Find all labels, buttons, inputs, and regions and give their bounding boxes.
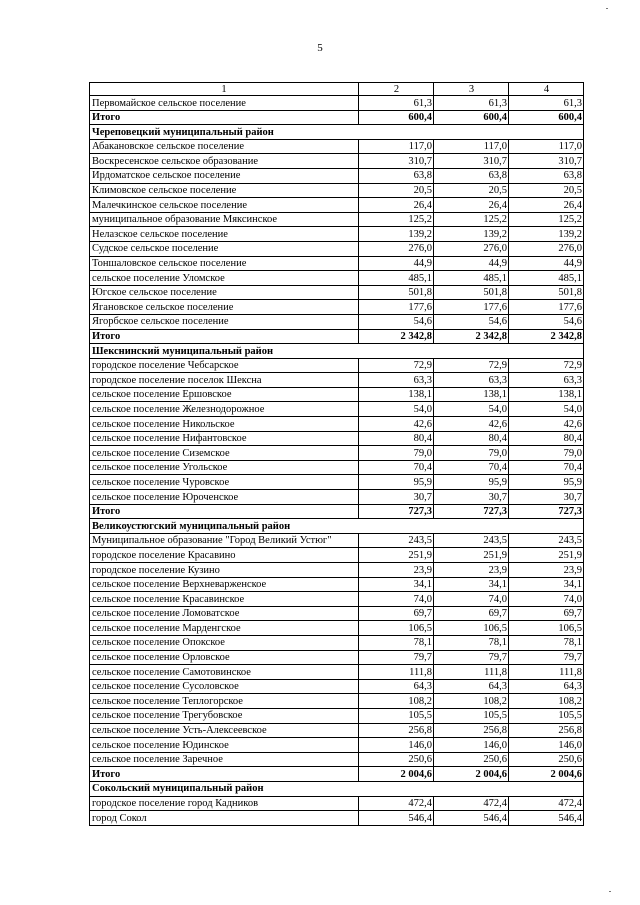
district-section-row xyxy=(90,519,584,534)
amount-col-3: 108,2 xyxy=(434,694,509,709)
amount-col-2: 42,6 xyxy=(359,417,434,432)
amount-col-4: 80,4 xyxy=(509,431,584,446)
amount-col-4: 72,9 xyxy=(509,358,584,373)
settlement-name: Малечкинское сельское поселение xyxy=(90,198,359,213)
total-label: Итого xyxy=(90,504,359,519)
settlement-name: муниципальное образование Мяксинское xyxy=(90,212,359,227)
settlement-name: Тоншаловское сельское поселение xyxy=(90,256,359,271)
amount-col-4: 138,1 xyxy=(509,387,584,402)
amount-col-4: 250,6 xyxy=(509,752,584,767)
settlement-name: городское поселение Красавино xyxy=(90,548,359,563)
table-row xyxy=(90,694,584,709)
amount-col-2: 600,4 xyxy=(359,110,434,125)
amount-col-3: 146,0 xyxy=(434,738,509,753)
settlement-name: город Сокол xyxy=(90,811,359,826)
amount-col-3: 139,2 xyxy=(434,227,509,242)
amount-col-3: 80,4 xyxy=(434,431,509,446)
page-number: 5 xyxy=(317,42,323,54)
amount-col-2: 108,2 xyxy=(359,694,434,709)
amount-col-3: 79,0 xyxy=(434,446,509,461)
settlement-name: Ягановское сельское поселение xyxy=(90,300,359,315)
amount-col-4: 78,1 xyxy=(509,635,584,650)
amount-col-4: 44,9 xyxy=(509,256,584,271)
amount-col-3: 61,3 xyxy=(434,96,509,111)
amount-col-3: 472,4 xyxy=(434,796,509,811)
amount-col-4: 30,7 xyxy=(509,490,584,505)
table-row xyxy=(90,139,584,154)
amount-col-2: 177,6 xyxy=(359,300,434,315)
amount-col-3: 95,9 xyxy=(434,475,509,490)
amount-col-3: 42,6 xyxy=(434,417,509,432)
amount-col-3: 117,0 xyxy=(434,139,509,154)
amount-col-4: 2 004,6 xyxy=(509,767,584,782)
amount-col-2: 250,6 xyxy=(359,752,434,767)
amount-col-3: 243,5 xyxy=(434,533,509,548)
amount-col-3: 63,3 xyxy=(434,373,509,388)
total-row xyxy=(90,329,584,344)
amount-col-4: 95,9 xyxy=(509,475,584,490)
amount-col-2: 78,1 xyxy=(359,635,434,650)
amount-col-2: 54,0 xyxy=(359,402,434,417)
amount-col-3: 106,5 xyxy=(434,621,509,636)
amount-col-3: 54,0 xyxy=(434,402,509,417)
total-row xyxy=(90,110,584,125)
settlement-name: Абакановское сельское поселение xyxy=(90,139,359,154)
amount-col-2: 251,9 xyxy=(359,548,434,563)
settlement-name: Югское сельское поселение xyxy=(90,285,359,300)
amount-col-3: 250,6 xyxy=(434,752,509,767)
amount-col-4: 34,1 xyxy=(509,577,584,592)
table-row xyxy=(90,650,584,665)
total-row xyxy=(90,504,584,519)
amount-col-3: 546,4 xyxy=(434,811,509,826)
amount-col-2: 79,7 xyxy=(359,650,434,665)
table-row xyxy=(90,490,584,505)
amount-col-4: 111,8 xyxy=(509,665,584,680)
amount-col-4: 727,3 xyxy=(509,504,584,519)
amount-col-4: 276,0 xyxy=(509,241,584,256)
amount-col-4: 117,0 xyxy=(509,139,584,154)
table-row xyxy=(90,300,584,315)
amount-col-2: 61,3 xyxy=(359,96,434,111)
amount-col-2: 2 342,8 xyxy=(359,329,434,344)
district-name: Шекснинский муниципальный район xyxy=(90,344,584,359)
amount-col-4: 20,5 xyxy=(509,183,584,198)
amount-col-2: 23,9 xyxy=(359,563,434,578)
amount-col-2: 63,8 xyxy=(359,168,434,183)
table-row xyxy=(90,475,584,490)
table-row xyxy=(90,811,584,826)
amount-col-4: 106,5 xyxy=(509,621,584,636)
amount-col-3: 63,8 xyxy=(434,168,509,183)
table-row xyxy=(90,96,584,111)
table-body xyxy=(90,83,584,826)
amount-col-2: 2 004,6 xyxy=(359,767,434,782)
table-row xyxy=(90,431,584,446)
table-row xyxy=(90,358,584,373)
amount-col-3: 138,1 xyxy=(434,387,509,402)
amount-col-4: 105,5 xyxy=(509,708,584,723)
amount-col-4: 26,4 xyxy=(509,198,584,213)
total-label: Итого xyxy=(90,767,359,782)
settlement-name: сельское поселение Самотовинское xyxy=(90,665,359,680)
amount-col-4: 139,2 xyxy=(509,227,584,242)
table-row xyxy=(90,168,584,183)
table-row xyxy=(90,256,584,271)
amount-col-3: 44,9 xyxy=(434,256,509,271)
table-row xyxy=(90,592,584,607)
amount-col-4: 61,3 xyxy=(509,96,584,111)
settlement-name: Первомайское сельское поселение xyxy=(90,96,359,111)
amount-col-3: 256,8 xyxy=(434,723,509,738)
amount-col-4: 108,2 xyxy=(509,694,584,709)
settlement-name: сельское поселение Ершовское xyxy=(90,387,359,402)
amount-col-3: 70,4 xyxy=(434,460,509,475)
table-row xyxy=(90,635,584,650)
amount-col-4: 54,0 xyxy=(509,402,584,417)
settlement-name: сельское поселение Нифантовское xyxy=(90,431,359,446)
district-section-row xyxy=(90,125,584,140)
amount-col-4: 485,1 xyxy=(509,271,584,286)
amount-col-4: 74,0 xyxy=(509,592,584,607)
amount-col-2: 501,8 xyxy=(359,285,434,300)
amount-col-3: 276,0 xyxy=(434,241,509,256)
amount-col-3: 600,4 xyxy=(434,110,509,125)
budget-allocation-table xyxy=(89,82,584,826)
column-number-header-row xyxy=(90,83,584,96)
amount-col-3: 2 342,8 xyxy=(434,329,509,344)
amount-col-3: 34,1 xyxy=(434,577,509,592)
amount-col-3: 69,7 xyxy=(434,606,509,621)
amount-col-2: 44,9 xyxy=(359,256,434,271)
amount-col-2: 310,7 xyxy=(359,154,434,169)
column-3-number: 3 xyxy=(434,83,509,96)
amount-col-2: 117,0 xyxy=(359,139,434,154)
amount-col-4: 79,7 xyxy=(509,650,584,665)
amount-col-2: 256,8 xyxy=(359,723,434,738)
amount-col-2: 74,0 xyxy=(359,592,434,607)
amount-col-2: 20,5 xyxy=(359,183,434,198)
amount-col-4: 63,3 xyxy=(509,373,584,388)
settlement-name: сельское поселение Угольское xyxy=(90,460,359,475)
settlement-name: Ирдоматское сельское поселение xyxy=(90,168,359,183)
table-row xyxy=(90,621,584,636)
settlement-name: Ягорбское сельское поселение xyxy=(90,314,359,329)
table-row xyxy=(90,183,584,198)
amount-col-2: 472,4 xyxy=(359,796,434,811)
amount-col-2: 243,5 xyxy=(359,533,434,548)
amount-col-3: 501,8 xyxy=(434,285,509,300)
table-row xyxy=(90,227,584,242)
amount-col-2: 111,8 xyxy=(359,665,434,680)
settlement-name: сельское поселение Чуровское xyxy=(90,475,359,490)
amount-col-2: 70,4 xyxy=(359,460,434,475)
table-row xyxy=(90,154,584,169)
amount-col-2: 54,6 xyxy=(359,314,434,329)
amount-col-3: 64,3 xyxy=(434,679,509,694)
settlement-name: сельское поселение Сиземское xyxy=(90,446,359,461)
amount-col-4: 69,7 xyxy=(509,606,584,621)
table-row xyxy=(90,796,584,811)
amount-col-2: 146,0 xyxy=(359,738,434,753)
table-row xyxy=(90,752,584,767)
settlement-name: сельское поселение Орловское xyxy=(90,650,359,665)
district-section-row xyxy=(90,344,584,359)
amount-col-3: 54,6 xyxy=(434,314,509,329)
amount-col-2: 72,9 xyxy=(359,358,434,373)
settlement-name: сельское поселение Юроченское xyxy=(90,490,359,505)
table-row xyxy=(90,446,584,461)
table-row xyxy=(90,723,584,738)
amount-col-4: 251,9 xyxy=(509,548,584,563)
amount-col-4: 600,4 xyxy=(509,110,584,125)
amount-col-3: 125,2 xyxy=(434,212,509,227)
table-row xyxy=(90,738,584,753)
settlement-name: сельское поселение Красавинское xyxy=(90,592,359,607)
table-row xyxy=(90,373,584,388)
amount-col-2: 727,3 xyxy=(359,504,434,519)
table-row xyxy=(90,271,584,286)
table-row xyxy=(90,314,584,329)
table-row xyxy=(90,417,584,432)
amount-col-2: 79,0 xyxy=(359,446,434,461)
amount-col-4: 42,6 xyxy=(509,417,584,432)
table-row xyxy=(90,548,584,563)
amount-col-4: 23,9 xyxy=(509,563,584,578)
amount-col-4: 54,6 xyxy=(509,314,584,329)
settlement-name: Судское сельское поселение xyxy=(90,241,359,256)
amount-col-4: 310,7 xyxy=(509,154,584,169)
amount-col-2: 64,3 xyxy=(359,679,434,694)
district-name: Череповецкий муниципальный район xyxy=(90,125,584,140)
amount-col-2: 69,7 xyxy=(359,606,434,621)
amount-col-3: 485,1 xyxy=(434,271,509,286)
total-label: Итого xyxy=(90,110,359,125)
amount-col-4: 472,4 xyxy=(509,796,584,811)
settlement-name: Воскресенское сельское образование xyxy=(90,154,359,169)
table-row xyxy=(90,241,584,256)
amount-col-3: 105,5 xyxy=(434,708,509,723)
settlement-name: Нелазское сельское поселение xyxy=(90,227,359,242)
settlement-name: сельское поселение Железнодорожное xyxy=(90,402,359,417)
amount-col-2: 125,2 xyxy=(359,212,434,227)
settlement-name: Муниципальное образование "Город Великий Устюг" xyxy=(90,533,359,548)
amount-col-4: 125,2 xyxy=(509,212,584,227)
amount-col-2: 485,1 xyxy=(359,271,434,286)
amount-col-4: 177,6 xyxy=(509,300,584,315)
column-4-number: 4 xyxy=(509,83,584,96)
amount-col-3: 20,5 xyxy=(434,183,509,198)
settlement-name: сельское поселение Сусоловское xyxy=(90,679,359,694)
settlement-name: сельское поселение Юдинское xyxy=(90,738,359,753)
table-row xyxy=(90,387,584,402)
amount-col-3: 78,1 xyxy=(434,635,509,650)
total-row xyxy=(90,767,584,782)
amount-col-2: 95,9 xyxy=(359,475,434,490)
amount-col-4: 546,4 xyxy=(509,811,584,826)
amount-col-4: 70,4 xyxy=(509,460,584,475)
column-2-number: 2 xyxy=(359,83,434,96)
table-row xyxy=(90,563,584,578)
amount-col-3: 79,7 xyxy=(434,650,509,665)
table-row xyxy=(90,708,584,723)
table-row xyxy=(90,606,584,621)
settlement-name: сельское поселение Марденгское xyxy=(90,621,359,636)
amount-col-3: 23,9 xyxy=(434,563,509,578)
amount-col-2: 106,5 xyxy=(359,621,434,636)
amount-col-2: 30,7 xyxy=(359,490,434,505)
settlement-name: сельское поселение Опокское xyxy=(90,635,359,650)
amount-col-3: 2 004,6 xyxy=(434,767,509,782)
amount-col-2: 80,4 xyxy=(359,431,434,446)
table-row xyxy=(90,198,584,213)
amount-col-4: 146,0 xyxy=(509,738,584,753)
table-row xyxy=(90,402,584,417)
amount-col-2: 139,2 xyxy=(359,227,434,242)
table-row xyxy=(90,212,584,227)
column-1-number: 1 xyxy=(90,83,359,96)
scan-mark-top-right xyxy=(606,8,608,9)
amount-col-4: 501,8 xyxy=(509,285,584,300)
amount-col-4: 243,5 xyxy=(509,533,584,548)
settlement-name: сельское поселение Никольское xyxy=(90,417,359,432)
amount-col-2: 34,1 xyxy=(359,577,434,592)
settlement-name: сельское поселение Трегубовское xyxy=(90,708,359,723)
settlement-name: городское поселение Чебсарское xyxy=(90,358,359,373)
amount-col-2: 63,3 xyxy=(359,373,434,388)
scan-mark-bottom-right xyxy=(609,891,611,892)
district-name: Сокольский муниципальный район xyxy=(90,781,584,796)
amount-col-3: 251,9 xyxy=(434,548,509,563)
amount-col-4: 256,8 xyxy=(509,723,584,738)
amount-col-2: 26,4 xyxy=(359,198,434,213)
table-row xyxy=(90,665,584,680)
amount-col-3: 26,4 xyxy=(434,198,509,213)
amount-col-3: 74,0 xyxy=(434,592,509,607)
table-row xyxy=(90,285,584,300)
amount-col-4: 63,8 xyxy=(509,168,584,183)
settlement-name: сельское поселение Заречное xyxy=(90,752,359,767)
amount-col-4: 79,0 xyxy=(509,446,584,461)
amount-col-4: 64,3 xyxy=(509,679,584,694)
amount-col-3: 111,8 xyxy=(434,665,509,680)
table-row xyxy=(90,577,584,592)
table-row xyxy=(90,460,584,475)
settlement-name: городское поселение город Кадников xyxy=(90,796,359,811)
settlement-name: городское поселение поселок Шексна xyxy=(90,373,359,388)
amount-col-3: 30,7 xyxy=(434,490,509,505)
amount-col-3: 310,7 xyxy=(434,154,509,169)
settlement-name: Климовское сельское поселение xyxy=(90,183,359,198)
settlement-name: сельское поселение Ломоватское xyxy=(90,606,359,621)
amount-col-3: 72,9 xyxy=(434,358,509,373)
amount-col-2: 138,1 xyxy=(359,387,434,402)
amount-col-2: 546,4 xyxy=(359,811,434,826)
table-row xyxy=(90,533,584,548)
amount-col-2: 276,0 xyxy=(359,241,434,256)
table-row xyxy=(90,679,584,694)
settlement-name: сельское поселение Верхневарженское xyxy=(90,577,359,592)
settlement-name: городское поселение Кузино xyxy=(90,563,359,578)
total-label: Итого xyxy=(90,329,359,344)
amount-col-3: 727,3 xyxy=(434,504,509,519)
amount-col-4: 2 342,8 xyxy=(509,329,584,344)
district-name: Великоустюгский муниципальный район xyxy=(90,519,584,534)
settlement-name: сельское поселение Теплогорское xyxy=(90,694,359,709)
amount-col-2: 105,5 xyxy=(359,708,434,723)
amount-col-3: 177,6 xyxy=(434,300,509,315)
settlement-name: сельское поселение Усть-Алексеевское xyxy=(90,723,359,738)
settlement-name: сельское поселение Уломское xyxy=(90,271,359,286)
district-section-row xyxy=(90,781,584,796)
